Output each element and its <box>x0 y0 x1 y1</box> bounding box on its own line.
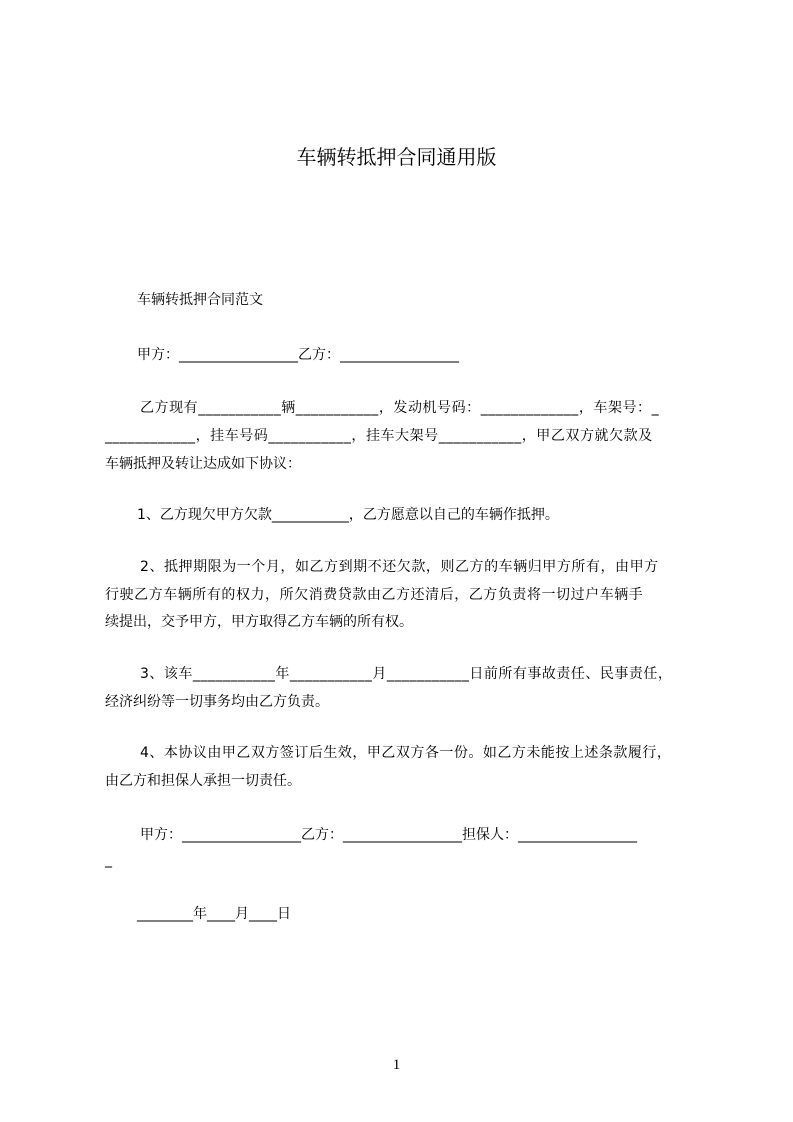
signature-line-continuation: _ <box>105 852 112 868</box>
clause-4-line-2: 由乙方和担保人承担一切责任。 <box>105 773 301 789</box>
paragraph-vehicle-line-3: 车辆抵押及转让达成如下协议： <box>105 456 301 472</box>
paragraph-vehicle-line-1: 乙方现有___________辆___________，发动机号码：_____________，车架号：_ <box>140 400 660 416</box>
clause-3-line-1: 3、该车___________年___________月___________日前所有事故责任、民事责任， <box>140 666 673 682</box>
clause-3-line-2: 经济纠纷等一切事务均由乙方负责。 <box>105 694 329 710</box>
parties-line: 甲方：_________________乙方：_________________ <box>137 347 459 363</box>
clause-2-line-3: 续提出，交予甲方，甲方取得乙方车辆的所有权。 <box>105 614 413 630</box>
clause-1: 1、乙方现欠甲方欠款___________，乙方愿意以自己的车辆作抵押。 <box>137 507 559 523</box>
date-line: ________年____月____日 <box>137 906 291 922</box>
subtitle: 车辆转抵押合同范文 <box>137 292 263 308</box>
document-title: 车辆转抵押合同通用版 <box>296 145 497 169</box>
paragraph-vehicle-line-2: ____________，挂车号码___________，挂车大架号___________，甲乙双方就欠款及 <box>105 428 653 444</box>
clause-2-line-1: 2、抵押期限为一个月，如乙方到期不还欠款，则乙方的车辆归甲方所有，由甲方 <box>140 559 659 575</box>
clause-4-line-1: 4、本协议由甲乙双方签订后生效，甲乙双方各一份。如乙方未能按上述条款履行， <box>140 745 672 761</box>
page-number: 1 <box>392 1057 401 1073</box>
signature-line: 甲方：_________________乙方：_________________担保人：_________________ <box>140 827 637 843</box>
clause-2-line-2: 行驶乙方车辆所有的权力，所欠消费贷款由乙方还清后，乙方负责将一切过户车辆手 <box>105 587 644 603</box>
